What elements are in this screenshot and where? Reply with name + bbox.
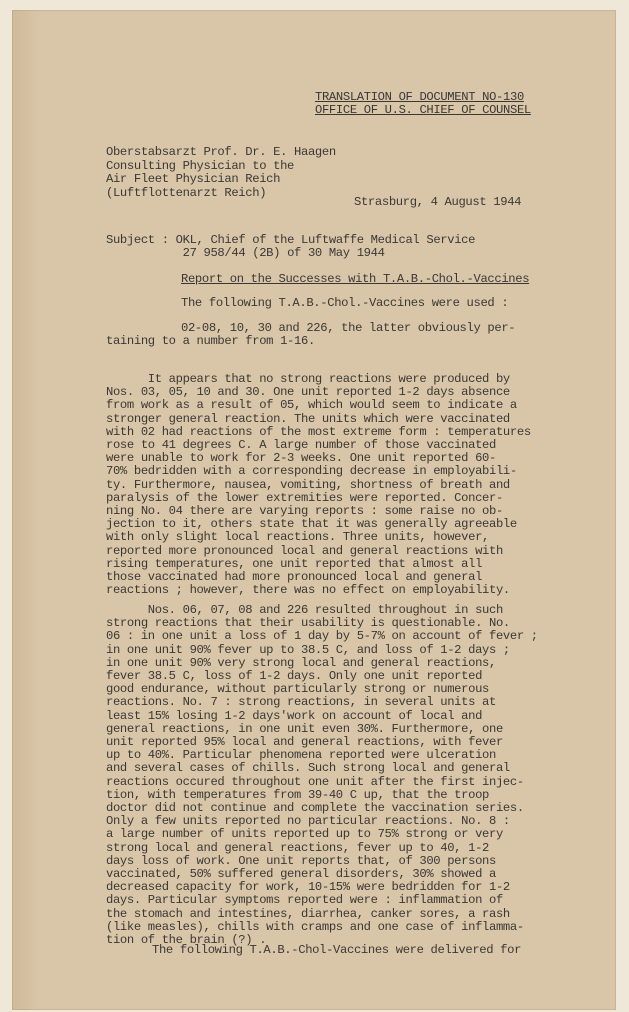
sender-line: (Luftflottenarzt Reich): [106, 185, 267, 200]
report-title: Report on the Successes with T.A.B.-Chol.-Vaccines: [181, 272, 530, 286]
intro-line: The following T.A.B.-Chol.-Vaccines were used :: [181, 296, 509, 310]
document-page: [12, 10, 616, 1010]
sender-line: Oberstabsarzt Prof. Dr. E. Haagen: [106, 145, 336, 159]
closing-line: The following T.A.B.-Chol-Vaccines were delivered for: [152, 943, 522, 957]
sender-line: Air Fleet Physician Reich: [106, 172, 281, 186]
vaccine-numbers-line: 02-08, 10, 30 and 226, the latter obviously per-: [181, 321, 516, 335]
subject-line: OKL, Chief of the Luftwaffe Medical Service: [175, 233, 476, 247]
sender-line: Consulting Physician to the: [106, 158, 295, 173]
paragraph-1: It appears that no strong reactions were produced by Nos. 03, 05, 10 and 30. One unit reported 1-2 days absence from work as a result of 05, which would seem to indicate a stronger general reaction. The units which were vaccinated with 02 had reactions of the most extreme form : temperatures rose to 41 degrees C. A large number of those vaccinated were unable to work for 2-3 weeks. One unit reported 60- 70% bedridden with a corresponding decrease in employabili- ty. Furthermore, nausea, vomiting, shortness of breath and paralysis of the lower extremities were reported. Concer- ning No. 04 there are varying reports : some raise no ob- jection to it, others state that it was generally agreeable with only slight local reactions. Three units, however, reported more pronounced local and general reactions with rising temperatures, one unit reported that almost all those vaccinated had more pronounced local and general reactions ; however, there was no effect on employability.: [106, 372, 531, 598]
date-line: Strasburg, 4 August 1944: [354, 195, 522, 209]
vaccine-numbers-continuation: taining to a number from 1-16.: [106, 334, 315, 348]
header-line-1: TRANSLATION OF DOCUMENT NO-130: [315, 90, 524, 104]
paragraph-2: Nos. 06, 07, 08 and 226 resulted throughout in such strong reactions that their usability is questionable. No. 06 : in one unit a loss of 1 day by 5-7% on account of fever ; in one unit 90% fever up to 38.5 C, and loss of 1-2 days ; in one unit 90% very strong local and general reactions, fever 38.5 C, loss of 1-2 days. Only one unit reported good endurance, without particularly strong or numerous reactions. No. 7 : strong reactions, in several units at least 15% losing 1-2 days'work on account of local and general reactions, in one unit even 30%. Furthermore, one unit reported 95% local and general reactions, with fever up to 40%. Particular phenomena reported were ulceration and several cases of chills. Such strong local and general reactions occured throughout one unit after the first injec- tion, with temperatures from 39-40 C up, that the troop doctor did not continue and complete the vaccination series. Only a few units reported no particular reactions. No. 8 : a large number of units reported up to 75% strong or very strong local and general reactions, fever up to 40, 1-2 days loss of work. One unit reports that, of 300 persons vaccinated, 50% suffered general disorders, 30% showed a decreased capacity for work, 10-15% were bedridden for 1-2 days. Particular symptoms reported were : inflammation of the stomach and intestines, diarrhea, canker sores, a rash (like measles), chills with cramps and one case of inflamma- tion of the brain (?) .: [106, 603, 538, 948]
translation-header: [315, 91, 531, 117]
subject-line: 27 958/44 (2B) of 30 May 1944: [182, 246, 385, 260]
subject-block: [106, 234, 475, 260]
sender-block: [106, 146, 336, 200]
header-line-2: OFFICE OF U.S. CHIEF OF COUNSEL: [315, 103, 531, 117]
subject-label: Subject :: [106, 233, 169, 247]
